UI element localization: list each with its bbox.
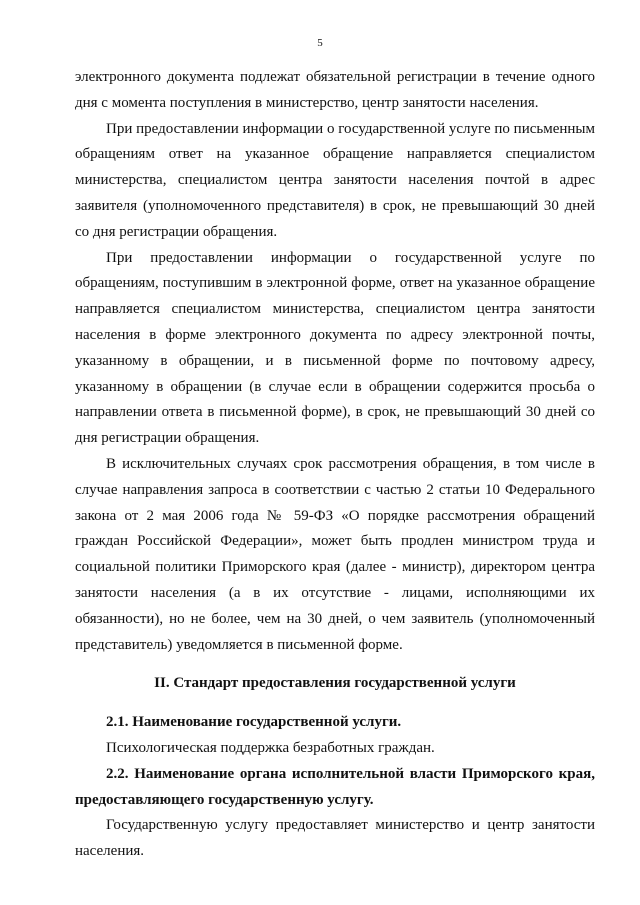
paragraph-continuation: электронного документа подлежат обязательной регистрации в течение одного дня с момента поступления в министерство, центр занятости населения. (75, 69, 595, 111)
subsection-1-text: Психологическая поддержка безработных граждан. (106, 739, 435, 756)
spacer (75, 658, 595, 671)
subsection-1-heading: 2.1. Наименование государственной услуги. (106, 714, 402, 731)
paragraph-extension: В исключительных случаях срок рассмотрения обращения, в том числе в случае направления запроса в соответствии с частью 2 статьи 10 Федерального закона от 2 мая 2006 года № 59-ФЗ «О порядке рассмотрения обращений граждан Российской Федерации», может быть продлен министром труда и социальной политики Приморского края (далее - министр), директором центра занятости населения (а в их отсутствие - лицами, исполняющими их обязанности), но не более, чем на 30 дней, о чем заявитель (уполномоченный представитель) уведомляется в письменной форме. (75, 455, 595, 653)
document-body (75, 65, 595, 865)
subsection-2-heading: 2.2. Наименование органа исполнительной власти Приморского края, предоставляющего государственную услугу. (75, 765, 595, 808)
spacer (75, 697, 595, 710)
section-heading: II. Стандарт предоставления государственной услуги (154, 675, 516, 692)
paragraph-written-requests: При предоставлении информации о государственной услуге по письменным обращениям ответ на указанное обращение направляется специалистом министерства, специалистом центра занятости населения почтой в адрес заявителя (уполномоченного представителя) в срок, не превышающий 30 дней со дня регистрации обращения. (75, 120, 595, 240)
subsection-2-text: Государственную услугу предоставляет министерство и центр занятости населения. (75, 817, 595, 860)
page-number: 5 (317, 37, 323, 49)
paragraph-electronic-requests: При предоставлении информации о государственной услуге по обращениям, поступившим в электронной форме, ответ на указанное обращение направляется специалистом министерства, специалистом центра занятости населения в форме электронного документа по адресу электронной почты, указанному в обращении, и в письменной форме по почтовому адресу, указанному в обращении (в случае если в обращении содержится просьба о направлении ответа в письменной форме), в срок, не превышающий 30 дней со дня регистрации обращения. (75, 249, 595, 447)
